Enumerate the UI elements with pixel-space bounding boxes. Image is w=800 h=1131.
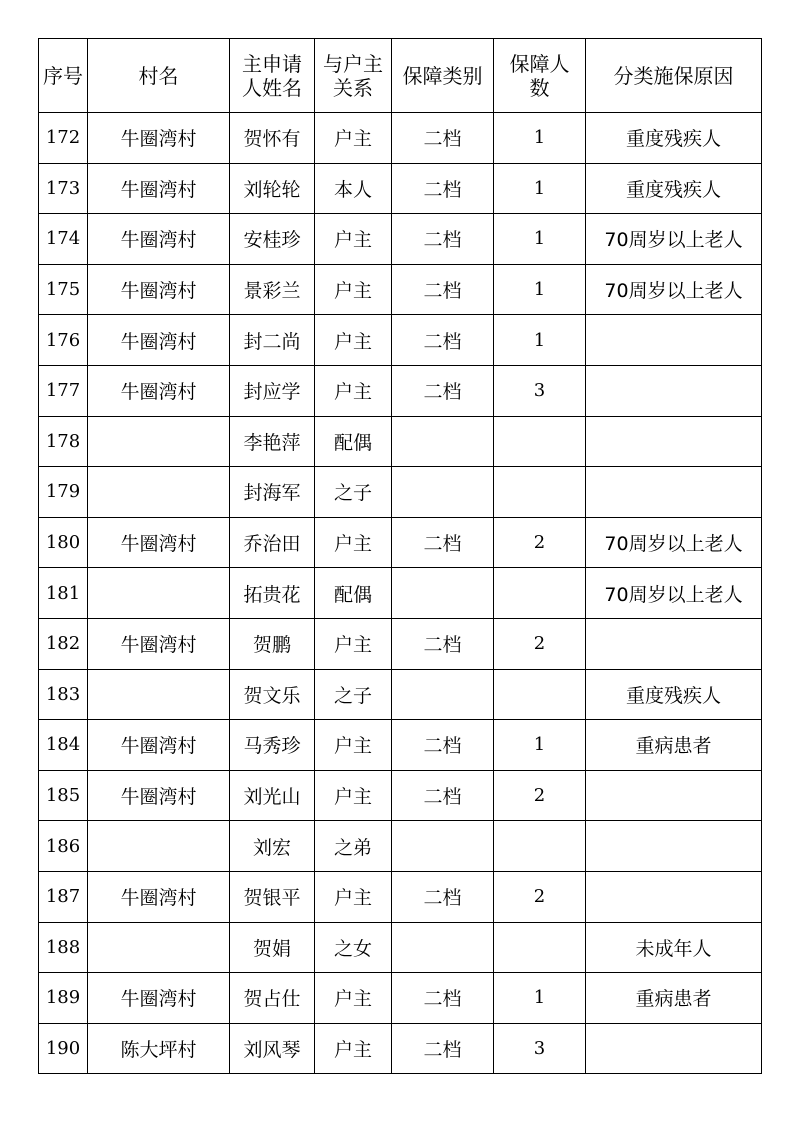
table-row — [39, 720, 762, 771]
cell-category: 二档 — [392, 214, 494, 265]
cell-category: 二档 — [392, 163, 494, 214]
header-reason: 分类施保原因 — [586, 39, 762, 113]
cell-reason: 重病患者 — [586, 720, 762, 771]
cell-category — [392, 568, 494, 619]
cell-index: 177 — [39, 365, 88, 416]
header-count — [494, 39, 586, 113]
cell-count — [494, 922, 586, 973]
cell-applicant-name: 封应学 — [230, 365, 315, 416]
cell-category: 二档 — [392, 264, 494, 315]
cell-relation: 户主 — [315, 720, 392, 771]
cell-index: 174 — [39, 214, 88, 265]
table-header — [39, 39, 762, 113]
cell-index: 180 — [39, 517, 88, 568]
header-applicant-line1: 主申请 — [242, 51, 302, 76]
cell-applicant-name: 刘风琴 — [230, 1023, 315, 1074]
cell-village: 陈大坪村 — [88, 1023, 230, 1074]
cell-village: 牛圈湾村 — [88, 163, 230, 214]
cell-index: 175 — [39, 264, 88, 315]
cell-village — [88, 416, 230, 467]
table-row — [39, 264, 762, 315]
cell-village: 牛圈湾村 — [88, 871, 230, 922]
cell-reason: 70周岁以上老人 — [586, 568, 762, 619]
table-row — [39, 922, 762, 973]
table-body — [39, 113, 762, 1074]
cell-relation: 配偶 — [315, 568, 392, 619]
cell-reason: 重病患者 — [586, 973, 762, 1024]
cell-category — [392, 669, 494, 720]
cell-village: 牛圈湾村 — [88, 365, 230, 416]
cell-category: 二档 — [392, 770, 494, 821]
cell-count: 1 — [494, 264, 586, 315]
table-row — [39, 113, 762, 164]
table-row — [39, 821, 762, 872]
cell-count — [494, 467, 586, 518]
cell-index: 173 — [39, 163, 88, 214]
cell-applicant-name: 刘轮轮 — [230, 163, 315, 214]
table-row — [39, 669, 762, 720]
table-row — [39, 416, 762, 467]
cell-index: 183 — [39, 669, 88, 720]
table-row — [39, 871, 762, 922]
cell-relation: 之弟 — [315, 821, 392, 872]
cell-count: 3 — [494, 1023, 586, 1074]
cell-relation: 配偶 — [315, 416, 392, 467]
cell-category: 二档 — [392, 871, 494, 922]
header-count-line1: 保障人 — [509, 51, 570, 76]
cell-relation: 户主 — [315, 770, 392, 821]
cell-applicant-name: 刘宏 — [230, 821, 315, 872]
cell-relation: 户主 — [315, 517, 392, 568]
cell-applicant-name: 景彩兰 — [230, 264, 315, 315]
cell-index: 172 — [39, 113, 88, 164]
cell-count — [494, 669, 586, 720]
cell-relation: 本人 — [315, 163, 392, 214]
cell-count: 1 — [494, 973, 586, 1024]
cell-count: 1 — [494, 113, 586, 164]
cell-relation: 户主 — [315, 973, 392, 1024]
table-row — [39, 1023, 762, 1074]
cell-reason: 未成年人 — [586, 922, 762, 973]
table-row — [39, 770, 762, 821]
cell-index: 181 — [39, 568, 88, 619]
cell-reason — [586, 1023, 762, 1074]
header-index: 序号 — [39, 39, 88, 113]
cell-relation: 户主 — [315, 214, 392, 265]
cell-relation: 户主 — [315, 871, 392, 922]
cell-reason — [586, 315, 762, 366]
cell-village: 牛圈湾村 — [88, 264, 230, 315]
header-applicant — [230, 39, 315, 113]
cell-index: 176 — [39, 315, 88, 366]
cell-count: 1 — [494, 315, 586, 366]
cell-village: 牛圈湾村 — [88, 214, 230, 265]
cell-index: 189 — [39, 973, 88, 1024]
cell-relation: 之子 — [315, 467, 392, 518]
cell-category — [392, 467, 494, 518]
cell-applicant-name: 贺银平 — [230, 871, 315, 922]
header-village: 村名 — [88, 39, 230, 113]
cell-relation: 户主 — [315, 365, 392, 416]
cell-count: 1 — [494, 214, 586, 265]
cell-category — [392, 922, 494, 973]
header-relation — [315, 39, 392, 113]
cell-reason — [586, 618, 762, 669]
cell-applicant-name: 贺鹏 — [230, 618, 315, 669]
cell-village — [88, 669, 230, 720]
cell-count: 1 — [494, 163, 586, 214]
cell-reason — [586, 365, 762, 416]
cell-applicant-name: 贺占仕 — [230, 973, 315, 1024]
cell-count: 2 — [494, 618, 586, 669]
cell-count — [494, 416, 586, 467]
cell-index: 179 — [39, 467, 88, 518]
cell-village: 牛圈湾村 — [88, 113, 230, 164]
header-relation-line1: 与户主 — [323, 51, 383, 76]
cell-applicant-name: 安桂珍 — [230, 214, 315, 265]
cell-category: 二档 — [392, 113, 494, 164]
cell-category: 二档 — [392, 365, 494, 416]
cell-category: 二档 — [392, 973, 494, 1024]
table-row — [39, 568, 762, 619]
cell-index: 182 — [39, 618, 88, 669]
cell-village — [88, 467, 230, 518]
cell-village: 牛圈湾村 — [88, 618, 230, 669]
cell-applicant-name: 封海军 — [230, 467, 315, 518]
cell-applicant-name: 贺娟 — [230, 922, 315, 973]
header-category: 保障类别 — [392, 39, 494, 113]
cell-category: 二档 — [392, 315, 494, 366]
header-row — [39, 39, 762, 113]
cell-category: 二档 — [392, 720, 494, 771]
cell-reason: 重度残疾人 — [586, 163, 762, 214]
cell-index: 186 — [39, 821, 88, 872]
cell-relation: 户主 — [315, 315, 392, 366]
cell-index: 184 — [39, 720, 88, 771]
cell-village: 牛圈湾村 — [88, 517, 230, 568]
cell-index: 185 — [39, 770, 88, 821]
cell-count — [494, 821, 586, 872]
table-row — [39, 517, 762, 568]
cell-category — [392, 416, 494, 467]
table-row — [39, 973, 762, 1024]
cell-relation: 户主 — [315, 264, 392, 315]
cell-relation: 之女 — [315, 922, 392, 973]
table-row — [39, 315, 762, 366]
cell-reason: 重度残疾人 — [586, 669, 762, 720]
cell-relation: 户主 — [315, 618, 392, 669]
cell-village: 牛圈湾村 — [88, 973, 230, 1024]
cell-reason: 重度残疾人 — [586, 113, 762, 164]
cell-village — [88, 922, 230, 973]
cell-applicant-name: 刘光山 — [230, 770, 315, 821]
table-row — [39, 618, 762, 669]
cell-relation: 户主 — [315, 1023, 392, 1074]
cell-reason — [586, 467, 762, 518]
cell-index: 187 — [39, 871, 88, 922]
cell-count: 3 — [494, 365, 586, 416]
header-count-line2: 数 — [529, 75, 550, 100]
table-row — [39, 214, 762, 265]
cell-reason — [586, 871, 762, 922]
cell-reason: 70周岁以上老人 — [586, 264, 762, 315]
cell-village — [88, 821, 230, 872]
cell-applicant-name: 贺怀有 — [230, 113, 315, 164]
cell-reason — [586, 770, 762, 821]
cell-relation: 之子 — [315, 669, 392, 720]
cell-village: 牛圈湾村 — [88, 720, 230, 771]
cell-village — [88, 568, 230, 619]
cell-category: 二档 — [392, 517, 494, 568]
cell-count: 2 — [494, 770, 586, 821]
cell-count: 2 — [494, 517, 586, 568]
cell-reason: 70周岁以上老人 — [586, 517, 762, 568]
cell-category — [392, 821, 494, 872]
table-row — [39, 163, 762, 214]
header-applicant-line2: 人姓名 — [242, 75, 302, 100]
table-row — [39, 467, 762, 518]
cell-applicant-name: 李艳萍 — [230, 416, 315, 467]
cell-count — [494, 568, 586, 619]
cell-applicant-name: 拓贵花 — [230, 568, 315, 619]
cell-index: 188 — [39, 922, 88, 973]
cell-count: 1 — [494, 720, 586, 771]
cell-village: 牛圈湾村 — [88, 770, 230, 821]
cell-applicant-name: 封二尚 — [230, 315, 315, 366]
cell-applicant-name: 乔治田 — [230, 517, 315, 568]
cell-index: 178 — [39, 416, 88, 467]
cell-reason — [586, 821, 762, 872]
cell-reason — [586, 416, 762, 467]
cell-category: 二档 — [392, 618, 494, 669]
cell-applicant-name: 贺文乐 — [230, 669, 315, 720]
cell-relation: 户主 — [315, 113, 392, 164]
cell-index: 190 — [39, 1023, 88, 1074]
cell-applicant-name: 马秀珍 — [230, 720, 315, 771]
assistance-roster-table — [38, 38, 762, 1074]
header-relation-line2: 关系 — [333, 75, 373, 100]
cell-count: 2 — [494, 871, 586, 922]
table-row — [39, 365, 762, 416]
cell-reason: 70周岁以上老人 — [586, 214, 762, 265]
cell-category: 二档 — [392, 1023, 494, 1074]
cell-village: 牛圈湾村 — [88, 315, 230, 366]
